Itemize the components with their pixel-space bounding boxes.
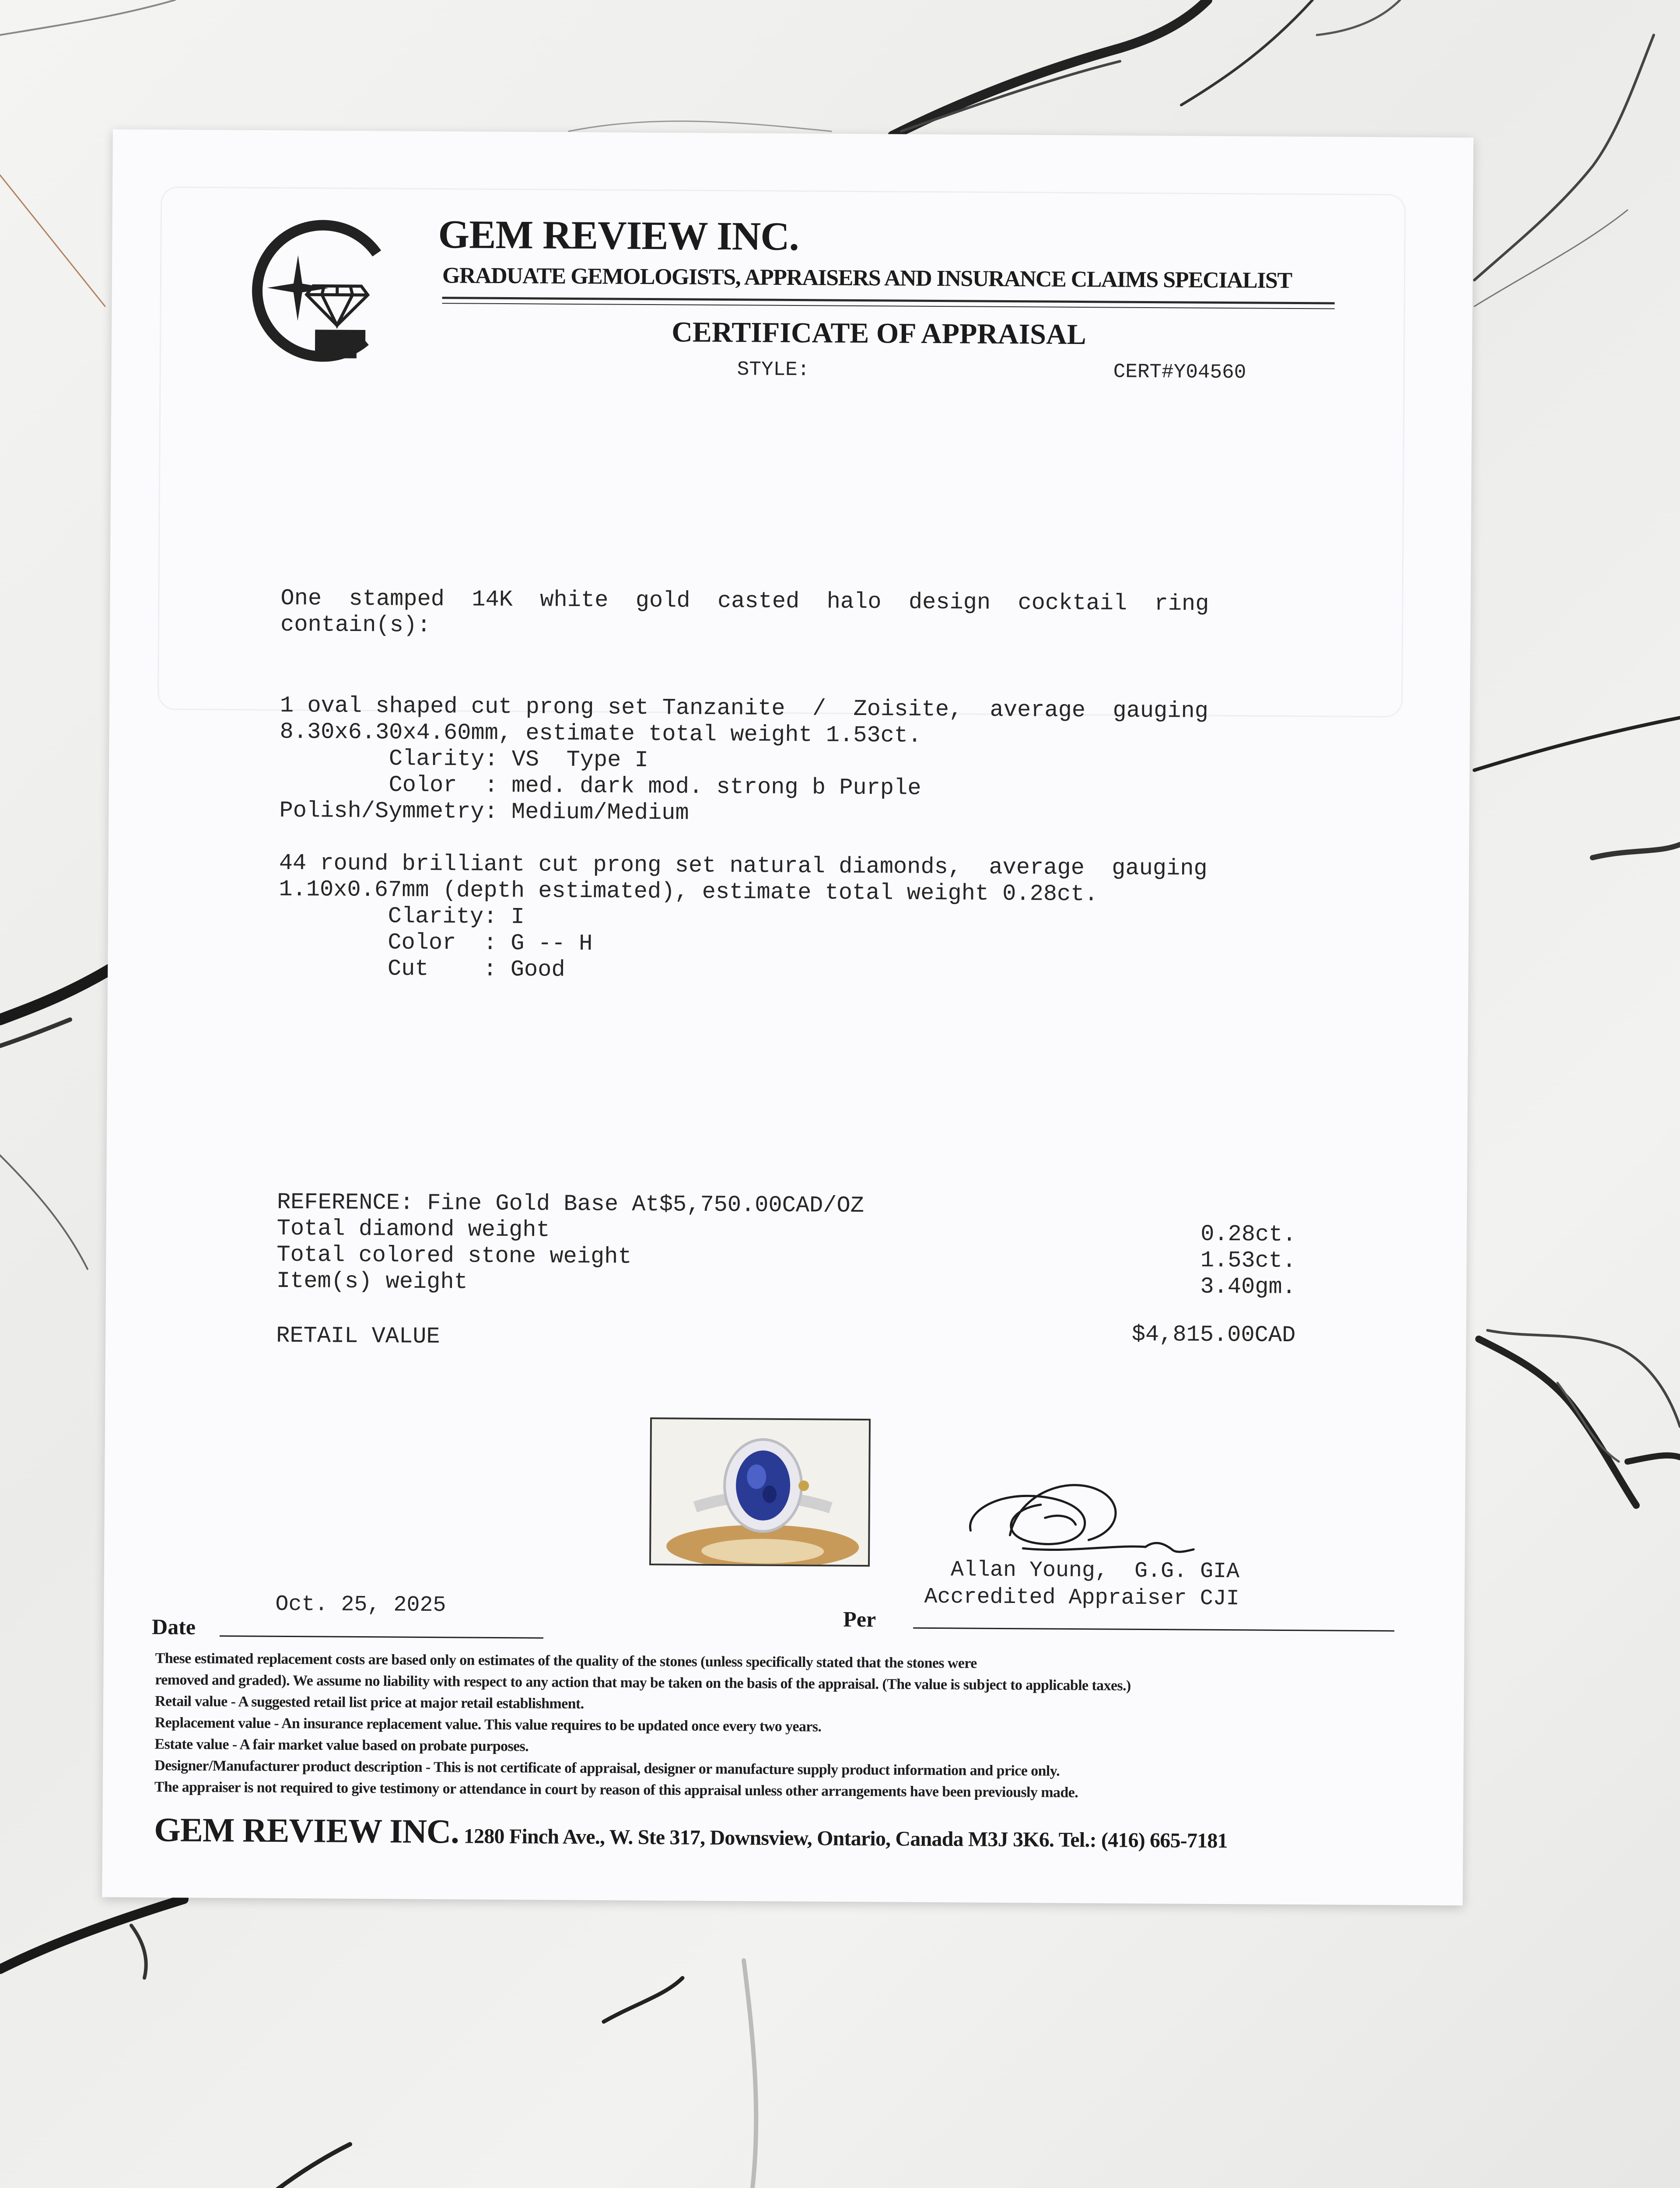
ring-photo xyxy=(649,1417,871,1567)
ring-photo-image xyxy=(651,1419,869,1565)
per-label: Per xyxy=(843,1606,876,1632)
footer-address: 1280 Finch Ave., W. Ste 317, Downsview, Ontario, Canada M3J 3K6. Tel.: (416) 665-7181 xyxy=(458,1824,1228,1853)
date-label: Date xyxy=(151,1614,196,1639)
diamonds-line1: 44 round brilliant cut prong set natural diamonds, average gauging xyxy=(279,850,1208,882)
tanzanite-clarity: Clarity: VS Type I xyxy=(280,745,648,774)
reference-line: REFERENCE: Fine Gold Base At$5,750.00CAD/OZ xyxy=(276,1189,864,1219)
retail-value-label: RETAIL VALUE xyxy=(276,1322,440,1350)
disclaimer-line: These estimated replacement costs are based only on estimates of the quality of the stones (unless specifically stated that the stones were xyxy=(155,1650,977,1672)
gem-logo-icon xyxy=(234,213,392,372)
diamonds-clarity: Clarity: I xyxy=(278,902,525,930)
style-label: STYLE: xyxy=(737,358,810,382)
summary-value-item-weight: 3.40gm. xyxy=(1200,1273,1296,1301)
diamonds-line2: 1.10x0.67mm (depth estimated), estimate total weight 0.28ct. xyxy=(279,876,1098,908)
certificate-number: CERT#Y04560 xyxy=(1113,360,1246,384)
diamonds-color: Color : G -- H xyxy=(278,929,593,957)
certificate-title: CERTIFICATE OF APPRAISAL xyxy=(671,316,1086,351)
diamonds-cut: Cut : Good xyxy=(278,955,565,983)
footer xyxy=(154,1810,1228,1856)
appraisal-date: Oct. 25, 2025 xyxy=(275,1592,446,1618)
tanzanite-color: Color : med. dark mod. strong b Purple xyxy=(279,771,921,801)
tanzanite-line2: 8.30x6.30x4.60mm, estimate total weight 1.53ct. xyxy=(280,719,922,749)
summary-value-diamond-weight: 0.28ct. xyxy=(1200,1221,1296,1248)
per-signature-line xyxy=(913,1627,1394,1632)
tanzanite-polish: Polish/Symmetry: Medium/Medium xyxy=(279,797,689,826)
summary-value-colored-stone-weight: 1.53ct. xyxy=(1200,1247,1296,1274)
appraiser-signature xyxy=(957,1465,1203,1562)
disclaimer-line: Estate value - A fair market value based on probate purposes. xyxy=(154,1736,529,1755)
summary-label-colored-stone-weight: Total colored stone weight xyxy=(276,1241,632,1270)
company-tagline: GRADUATE GEMOLOGISTS, APPRAISERS AND INSURANCE CLAIMS SPECIALIST xyxy=(442,263,1292,293)
disclaimer-line: Replacement value - An insurance replacement value. This value requires to be updated once every two years. xyxy=(154,1715,822,1735)
disclaimer-line: The appraiser is not required to give testimony or attendance in court by reason of this appraisal unless other arrangements have been previously made. xyxy=(154,1779,1078,1801)
item-description-line2: contain(s): xyxy=(280,611,431,638)
appraiser-name: Allan Young, G.G. GIA xyxy=(950,1557,1240,1585)
summary-label-item-weight: Item(s) weight xyxy=(276,1268,468,1295)
disclaimer-line: removed and graded). We assume no liability with respect to any action that may be taken on the basis of the appraisal. (The value is subject to applicable taxes.) xyxy=(155,1672,1131,1694)
item-description-line1: One stamped 14K white gold casted halo design cocktail ring xyxy=(280,585,1209,617)
disclaimer-line: Designer/Manufacturer product description - This is not certificate of appraisal, designer or manufacture supply product information and price only. xyxy=(154,1757,1060,1779)
appraisal-certificate-sheet xyxy=(102,130,1474,1906)
company-name: GEM REVIEW INC. xyxy=(438,212,799,259)
date-signature-line xyxy=(220,1635,543,1639)
tanzanite-line1: 1 oval shaped cut prong set Tanzanite / Zoisite, average gauging xyxy=(280,692,1209,724)
retail-value-amount: $4,815.00CAD xyxy=(1131,1321,1296,1349)
appraiser-title: Accredited Appraiser CJI xyxy=(924,1584,1239,1612)
disclaimer-line: Retail value - A suggested retail list price at major retail establishment. xyxy=(154,1693,584,1712)
summary-label-diamond-weight: Total diamond weight xyxy=(276,1215,550,1243)
footer-company-name: GEM REVIEW INC. xyxy=(154,1810,459,1851)
